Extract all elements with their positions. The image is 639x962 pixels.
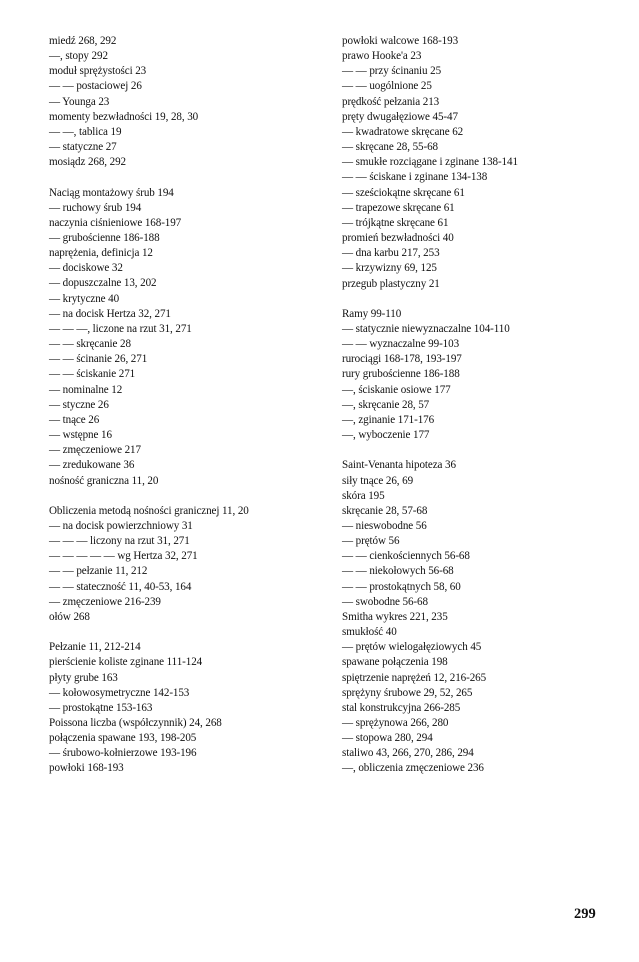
index-entry: — wstępne 16 [49,429,112,442]
index-entry: —, ściskanie osiowe 177 [342,383,451,396]
index-entry: moduł sprężystości 23 [49,65,147,78]
index-entry: spiętrzenie naprężeń 12, 216-265 [342,671,487,684]
index-entry: — krytyczne 40 [49,292,120,305]
page-number: 299 [574,906,596,922]
index-entry: — trapezowe skręcane 61 [342,201,455,214]
index-entry: — smukłe rozciągane i zginane 138-141 [342,156,518,169]
index-entry: — — pełzanie 11, 212 [49,565,148,578]
index-entry: — sześciokątne skręcane 61 [342,186,465,199]
index-entry: smukłość 40 [342,626,397,639]
index-entry: — kwadratowe skręcane 62 [342,125,464,138]
index-entry: — — stateczność 11, 40-53, 164 [49,580,192,593]
index-entry: — nieswobodne 56 [342,519,427,532]
index-entry: — zmęczeniowe 217 [49,444,141,457]
index-entry: — grubościenne 186-188 [49,232,160,245]
index-entry: prawo Hooke'a 23 [342,50,422,63]
index-entry: Saint-Venanta hipoteza 36 [342,459,456,472]
index-entry: stal konstrukcyjna 266-285 [342,701,461,714]
index-entry: — nominalne 12 [49,383,123,396]
index-entry: rurociągi 168-178, 193-197 [342,353,462,366]
index-entry: naczynia ciśnieniowe 168-197 [49,216,182,229]
index-group [49,504,319,625]
index-entry: sprężyny śrubowe 29, 52, 265 [342,686,473,699]
index-entry: spawane połączenia 198 [342,656,448,669]
index-entry: — — ściskane i zginane 134-138 [342,171,488,184]
index-entry: prędkość pełzania 213 [342,95,440,108]
index-group [49,34,319,170]
index-entry: — — niekołowych 56-68 [342,565,454,578]
index-entry: — — — liczony na rzut 31, 271 [49,535,190,548]
index-entry: — — ściskanie 271 [49,368,136,381]
index-entry: — — —, liczone na rzut 31, 271 [49,322,192,335]
index-entry: — — prostokątnych 58, 60 [342,580,461,593]
index-entry: — sprężynowa 266, 280 [342,717,449,729]
index-entry: Obliczenia metodą nośności granicznej 11, 20 [49,504,249,517]
index-entry: rury grubościenne 186-188 [342,368,460,381]
index-entry: siły tnące 26, 69 [342,474,414,487]
index-entry: powłoki 168-193 [49,762,124,775]
index-group [49,186,319,489]
index-entry: powłoki walcowe 168-193 [342,35,459,47]
index-entry: połączenia spawane 193, 198-205 [49,732,197,745]
index-entry: — dociskowe 32 [49,262,123,275]
index-entry: Ramy 99-110 [342,307,402,320]
index-entry: — — wyznaczalne 99-103 [342,338,460,351]
index-entry: — Younga 23 [49,95,110,108]
index-entry: — dna karbu 217, 253 [342,247,440,260]
index-entry: Naciąg montażowy śrub 194 [49,186,174,199]
index-entry: — — — — — wg Hertza 32, 271 [49,550,198,563]
index-entry: Pełzanie 11, 212-214 [49,641,141,654]
index-entry: — — ścinanie 26, 271 [49,353,148,366]
index-entry: — prętów wielogałęziowych 45 [342,641,482,654]
index-entry: naprężenia, definicja 12 [49,247,153,260]
index-entry: momenty bezwładności 19, 28, 30 [49,110,199,123]
index-entry: — trójkątne skręcane 61 [342,216,449,229]
index-entry: pręty dwugałęziowe 45-47 [342,110,458,123]
index-entry: — tnące 26 [49,413,100,426]
index-entry: — —, tablica 19 [49,125,122,138]
index-entry: — statycznie niewyznaczalne 104-110 [342,322,510,335]
index-entry: — prostokątne 153-163 [49,701,153,714]
index-entry: — — skręcanie 28 [49,338,131,351]
index-entry: — kołowosymetryczne 142-153 [49,686,190,699]
index-entry: —, obliczenia zmęczeniowe 236 [342,762,484,775]
index-entry: pierścienie koliste zginane 111-124 [49,656,203,669]
index-column-right [342,34,632,792]
index-entry: nośność graniczna 11, 20 [49,474,159,487]
index-entry: — zredukowane 36 [49,459,135,472]
index-entry: — dopuszczalne 13, 202 [49,277,157,290]
index-entry: przegub plastyczny 21 [342,277,440,290]
index-entry: płyty grube 163 [49,671,118,684]
index-entry: promień bezwładności 40 [342,232,454,245]
index-entry: — na docisk powierzchniowy 31 [49,519,193,532]
index-entry: Poissona liczba (współczynnik) 24, 268 [49,716,222,729]
index-entry: — na docisk Hertza 32, 271 [49,307,171,320]
index-entry: — stopowa 280, 294 [342,732,433,745]
index-entry: — — postaciowej 26 [49,80,142,93]
index-entry: miedź 268, 292 [49,35,117,47]
index-entry: —, zginanie 171-176 [342,413,435,426]
index-entry: mosiądz 268, 292 [49,156,126,169]
index-column-left [49,34,319,792]
index-entry: — — przy ścinaniu 25 [342,65,442,78]
index-entry: —, stopy 292 [49,50,108,63]
index-group [49,640,319,776]
index-entry: — ruchowy śrub 194 [49,201,142,214]
index-entry: — krzywizny 69, 125 [342,262,437,275]
index-entry: — śrubowo-kołnierzowe 193-196 [49,747,197,760]
index-entry: skóra 195 [342,489,385,502]
index-entry: ołów 268 [49,610,90,623]
index-entry: staliwo 43, 266, 270, 286, 294 [342,747,474,760]
index-entry: — skręcane 28, 55-68 [342,141,438,154]
index-group [342,307,632,443]
index-group [342,458,632,776]
index-entry: — zmęczeniowe 216-239 [49,595,161,608]
index-entry: skręcanie 28, 57-68 [342,504,428,517]
index-entry: — swobodne 56-68 [342,595,428,608]
index-group [342,34,632,292]
index-entry: — statyczne 27 [49,141,117,154]
index-entry: — prętów 56 [342,535,400,548]
index-entry: —, skręcanie 28, 57 [342,398,430,411]
index-entry: —, wyboczenie 177 [342,429,430,442]
index-entry: — — cienkościennych 56-68 [342,550,470,563]
index-entry: — — uogólnione 25 [342,80,432,93]
index-entry: Smitha wykres 221, 235 [342,610,448,623]
index-entry: — styczne 26 [49,398,109,411]
